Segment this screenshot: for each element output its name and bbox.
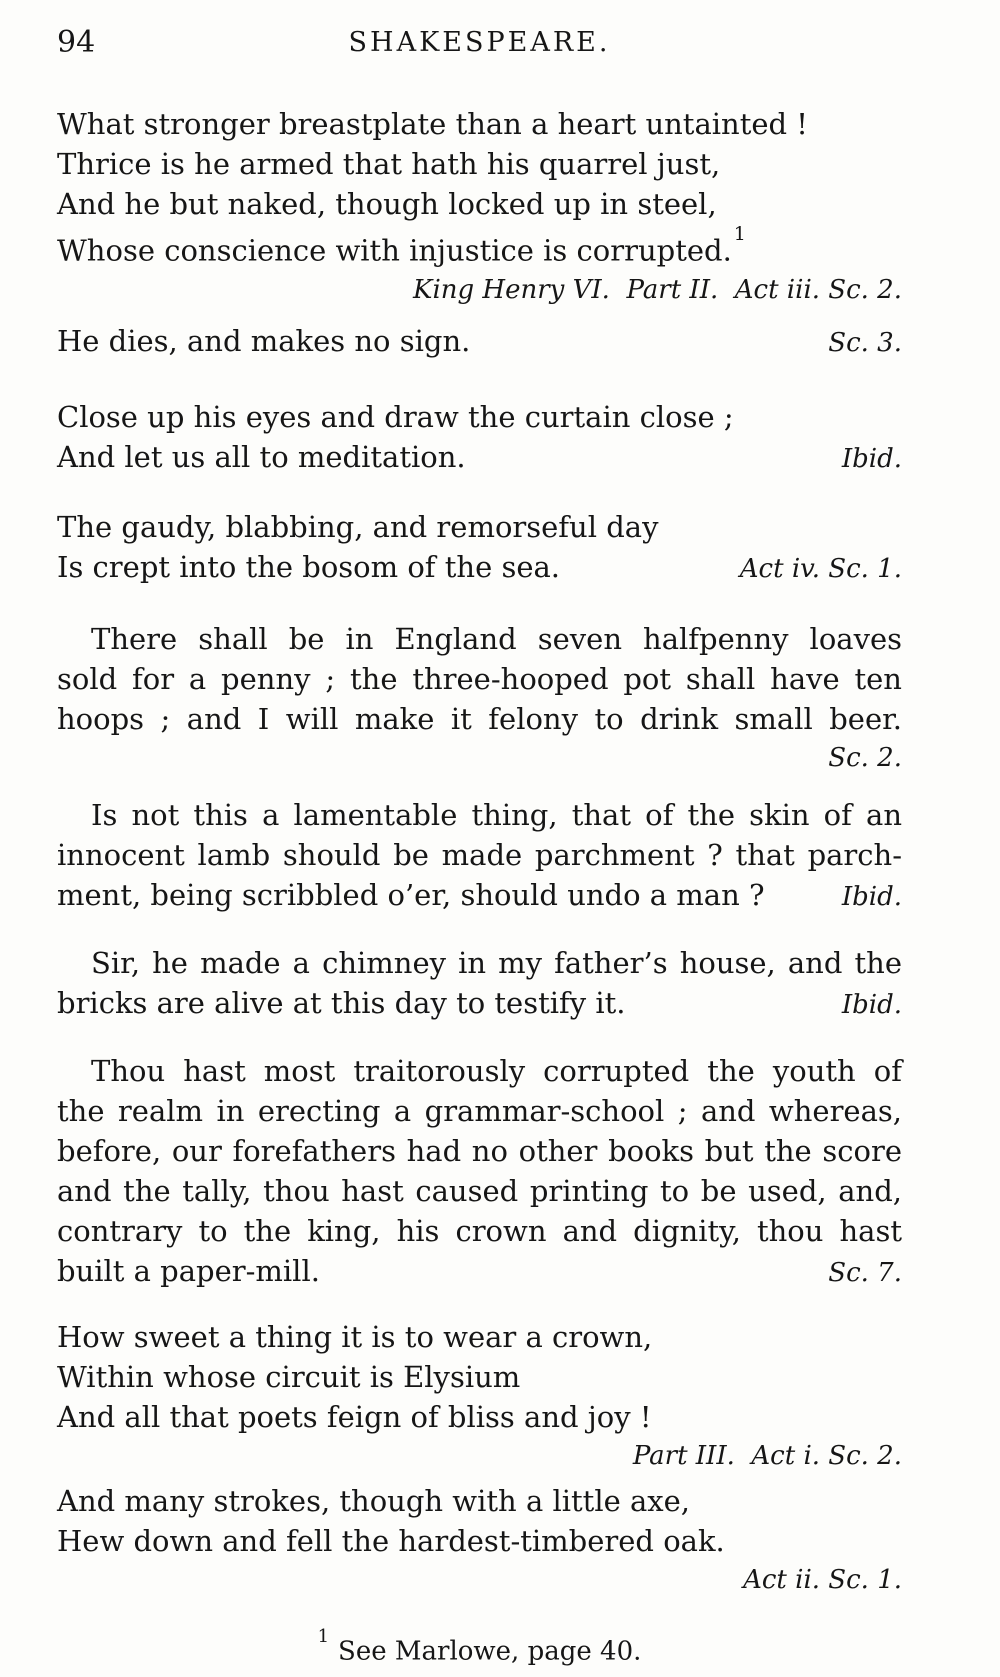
prose-line: innocent lamb should be made parchment ? that parch- <box>57 837 902 872</box>
prose-line <box>57 983 902 1025</box>
verse-line-text: Whose conscience with injustice is corrupted. <box>57 233 732 268</box>
verse-line <box>57 547 902 589</box>
verse-line: Close up his eyes and draw the curtain close ; <box>57 399 734 434</box>
footnote-marker: 1 <box>317 1625 330 1647</box>
quote-attribution: Act ii. Sc. 1. <box>743 1564 902 1595</box>
quote-attribution: Ibid. <box>841 881 902 912</box>
quote-block <box>57 943 902 1025</box>
quote-attribution: King Henry VI. Part II. Act iii. Sc. 2. <box>413 274 902 305</box>
verse-line <box>57 321 902 363</box>
prose-line <box>57 1251 902 1293</box>
verse-line: And many strokes, though with a little axe, <box>57 1483 691 1518</box>
quote-block <box>57 104 902 307</box>
footnote-text: See Marlowe, page 40. <box>338 1636 642 1667</box>
prose-line-text: built a paper-mill. <box>57 1253 320 1288</box>
prose-line: and the tally, thou hast caused printing to be used, and, <box>57 1173 902 1208</box>
quote-attribution: Sc. 3. <box>828 327 902 358</box>
verse-line: Thrice is he armed that hath his quarrel just, <box>57 147 721 181</box>
verse-line-text: He dies, and makes no sign. <box>57 323 471 358</box>
footnote <box>57 1627 902 1670</box>
verse-line: Within whose circuit is Elysium <box>57 1359 521 1394</box>
prose-line: hoops ; and I will make it felony to drink small beer. <box>57 701 902 736</box>
prose-line: Sir, he made a chimney in my father’s house, and the <box>91 945 902 980</box>
quote-attribution: Act iv. Sc. 1. <box>739 553 902 584</box>
prose-line <box>57 875 902 917</box>
prose-line: before, our forefathers had no other books but the score <box>57 1133 902 1168</box>
footnote-reference: 1 <box>733 223 746 245</box>
quote-attribution: Ibid. <box>841 989 902 1020</box>
prose-line-text: ment, being scribbled o’er, should undo a man ? <box>57 877 765 912</box>
prose-line: Thou hast most traitorously corrupted the youth of <box>91 1053 902 1088</box>
verse-line: And all that poets feign of bliss and joy ! <box>57 1399 652 1434</box>
prose-line-text: bricks are alive at this day to testify it. <box>57 985 626 1020</box>
prose-line: the realm in erecting a grammar-school ; and whereas, <box>57 1093 902 1128</box>
verse-line <box>57 437 902 479</box>
verse-line: Hew down and fell the hardest-timbered oak. <box>57 1523 725 1558</box>
verse-line-text: And let us all to meditation. <box>57 439 466 474</box>
verse-line: The gaudy, blabbing, and remorseful day <box>57 509 659 544</box>
page-header <box>57 26 902 64</box>
quote-attribution: Ibid. <box>841 443 902 474</box>
prose-line: sold for a penny ; the three-hooped pot shall have ten <box>57 661 902 696</box>
quote-attribution: Sc. 7. <box>828 1257 902 1288</box>
verse-line <box>57 224 902 271</box>
quote-block <box>57 795 902 917</box>
prose-line: contrary to the king, his crown and dignity, thou hast <box>57 1213 902 1248</box>
quote-block <box>57 619 902 775</box>
prose-line: There shall be in England seven halfpenny loaves <box>91 621 902 656</box>
quote-attribution: Part III. Act i. Sc. 2. <box>632 1440 902 1471</box>
verse-line: What stronger breastplate than a heart untainted ! <box>57 107 808 141</box>
quote-block <box>57 507 902 589</box>
quote-block <box>57 397 902 479</box>
running-title: SHAKESPEARE. <box>348 27 611 58</box>
prose-line: Is not this a lamentable thing, that of the skin of an <box>91 797 902 832</box>
verse-line-text: Is crept into the bosom of the sea. <box>57 549 561 584</box>
page-number: 94 <box>57 25 96 60</box>
quote-block <box>57 1481 902 1597</box>
verse-line: How sweet a thing it is to wear a crown, <box>57 1319 653 1354</box>
verse-line: And he but naked, though locked up in steel, <box>57 187 717 221</box>
quote-block <box>57 1317 902 1473</box>
quote-block <box>57 321 902 363</box>
quote-attribution: Sc. 2. <box>828 742 902 773</box>
quote-block <box>57 1051 902 1293</box>
